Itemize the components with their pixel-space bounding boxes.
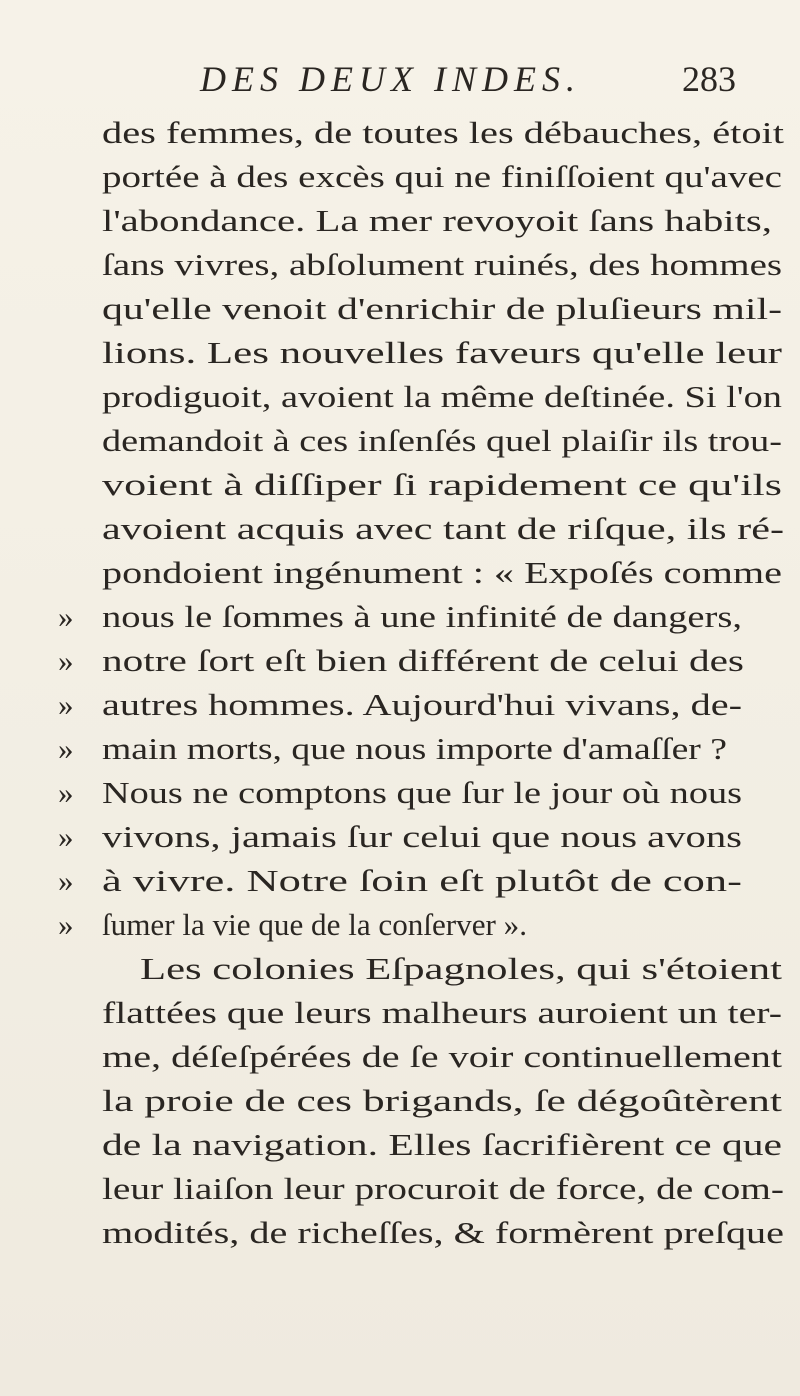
- text-line: prodiguoit, avoient la même deſtinée. Si l'on: [102, 379, 782, 414]
- text-line: demandoit à ces inſenſés quel plaiſir ils trou-: [102, 423, 782, 458]
- quote-mark: »: [58, 687, 74, 722]
- page-number: 283: [682, 59, 736, 99]
- text-line: ſans vivres, abſolument ruinés, des hommes: [102, 247, 782, 282]
- text-line: leur liaiſon leur procuroit de force, de com-: [102, 1171, 784, 1206]
- text-line: portée à des excès qui ne finiſſoient qu'avec: [102, 159, 782, 194]
- paragraph-first-line: Les colonies Eſpagnoles, qui s'étoient: [140, 951, 782, 986]
- quote-mark: »: [58, 731, 74, 766]
- quoted-line: » ſumer la vie que de la conſerver ».: [0, 903, 800, 947]
- text-line: qu'elle venoit d'enrichir de pluſieurs mil-: [102, 291, 782, 326]
- text-line: me, déſeſpérées de ſe voir continuellement: [102, 1039, 782, 1074]
- quoted-line: » Nous ne comptons que ſur le jour où nous: [0, 771, 800, 815]
- page-header: [0, 58, 800, 98]
- text-line: voient à diſſiper ſi rapidement ce qu'ils: [102, 467, 782, 502]
- quote-mark: »: [58, 643, 74, 678]
- text-line: des femmes, de toutes les débauches, étoit: [102, 115, 784, 150]
- quote-mark: »: [58, 907, 74, 942]
- quoted-line: » nous le ſommes à une infinité de dangers,: [0, 595, 800, 639]
- text-line: avoient acquis avec tant de riſque, ils ré-: [102, 511, 784, 546]
- text-line: modités, de richeſſes, & formèrent preſque: [102, 1215, 784, 1250]
- text-line: flattées que leurs malheurs auroient un ter-: [102, 995, 782, 1030]
- quote-mark: »: [58, 775, 74, 810]
- quote-mark: »: [58, 819, 74, 854]
- quoted-line: » main morts, que nous importe d'amaſſer ?: [0, 727, 800, 771]
- text-line: la proie de ces brigands, ſe dégoûtèrent: [102, 1083, 782, 1118]
- text-line: lions. Les nouvelles faveurs qu'elle leur: [102, 335, 782, 370]
- quoted-line: » autres hommes. Aujourd'hui vivans, de-: [0, 683, 800, 727]
- quoted-line: » vivons, jamais ſur celui que nous avons: [0, 815, 800, 859]
- quoted-line: » notre ſort eſt bien différent de celui des: [0, 639, 800, 683]
- quoted-line: » à vivre. Notre ſoin eſt plutôt de con-: [0, 859, 800, 903]
- text-line: pondoient ingénument : « Expoſés comme: [102, 555, 782, 590]
- text-line: de la navigation. Elles ſacrifièrent ce que: [102, 1127, 782, 1162]
- text-line: l'abondance. La mer revoyoit ſans habits,: [102, 203, 772, 238]
- quote-mark: »: [58, 863, 74, 898]
- running-head: DES DEUX INDES.: [200, 59, 581, 99]
- quote-mark: »: [58, 599, 74, 634]
